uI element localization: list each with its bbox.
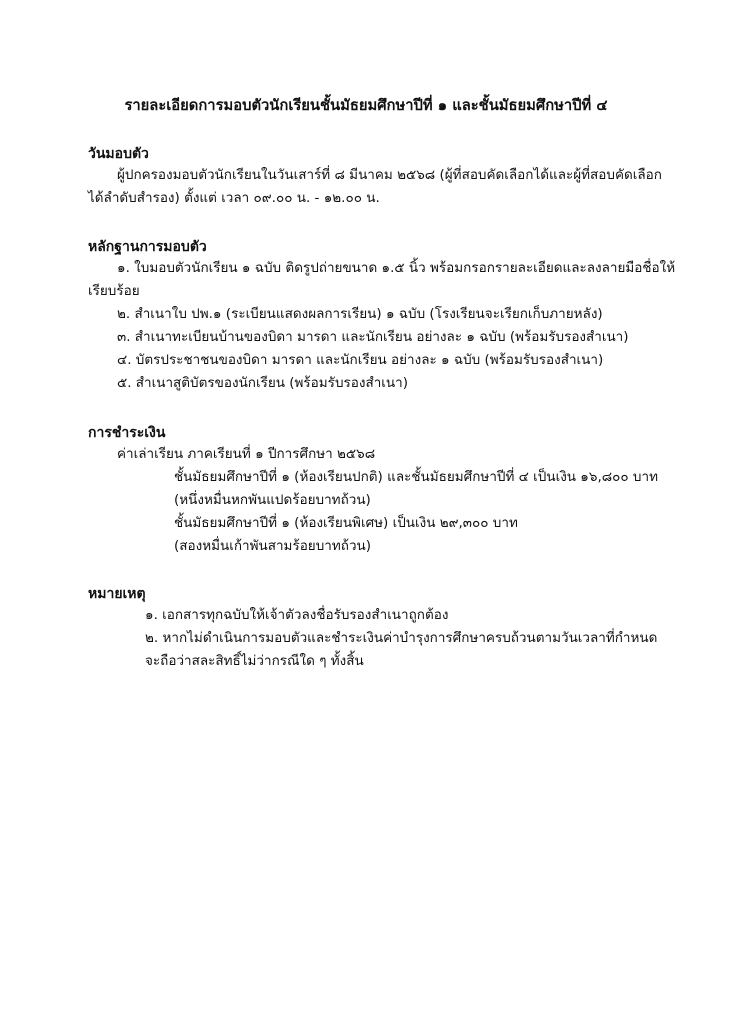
document-title: รายละเอียดการมอบตัวนักเรียนชั้นมัธยมศึกษาปีที่ ๑ และชั้นมัธยมศึกษาปีที่ ๔ (124, 97, 608, 114)
heading-enrollment-date: วันมอบตัว (88, 146, 149, 162)
payment-line-3: (หนึ่งหมื่นหกพันแปดร้อยบาทถ้วน) (174, 492, 371, 508)
heading-evidence: หลักฐานการมอบตัว (88, 239, 207, 255)
date-line-1: ผู้ปกครองมอบตัวนักเรียนในวันเสาร์ที่ ๘ มีนาคม ๒๕๖๘ (ผู้ที่สอบคัดเลือกได้และผู้ที่สอบคัดเลือก (117, 167, 662, 183)
heading-payment: การชำระเงิน (88, 425, 166, 441)
notes-line-2: ๒. หากไม่ดำเนินการมอบตัวและชำระเงินค่าบำรุงการศึกษาครบถ้วนตามวันเวลาที่กำหนด (145, 630, 658, 646)
date-line-2: ได้ลำดับสำรอง) ตั้งแต่ เวลา ๐๙.๐๐ น. - ๑๒.๐๐ น. (88, 190, 380, 206)
payment-line-5: (สองหมื่นเก้าพันสามร้อยบาทถ้วน) (174, 538, 372, 554)
evidence-line-1-cont: เรียบร้อย (88, 283, 140, 299)
notes-line-1: ๑. เอกสารทุกฉบับให้เจ้าตัวลงชื่อรับรองสำเนาถูกต้อง (145, 607, 449, 623)
evidence-line-3: ๓. สำเนาทะเบียนบ้านของบิดา มารดา และนักเรียน อย่างละ ๑ ฉบับ (พร้อมรับรองสำเนา) (117, 329, 629, 345)
payment-line-4: ชั้นมัธยมศึกษาปีที่ ๑ (ห้องเรียนพิเศษ) เป็นเงิน ๒๙,๓๐๐ บาท (174, 515, 518, 531)
evidence-line-4: ๔. บัตรประชาชนของบิดา มารดา และนักเรียน อย่างละ ๑ ฉบับ (พร้อมรับรองสำเนา) (117, 352, 604, 368)
notes-line-2-cont: จะถือว่าสละสิทธิ์ไม่ว่ากรณีใด ๆ ทั้งสิ้น (145, 653, 364, 669)
evidence-line-2: ๒. สำเนาใบ ปพ.๑ (ระเบียนแสดงผลการเรียน) ๑ ฉบับ (โรงเรียนจะเรียกเก็บภายหลัง) (117, 306, 603, 322)
evidence-line-1: ๑. ใบมอบตัวนักเรียน ๑ ฉบับ ติดรูปถ่ายขนาด ๑.๕ นิ้ว พร้อมกรอกรายละเอียดและลงลายมือชื่อให้ (117, 260, 676, 276)
evidence-line-5: ๕. สำเนาสูติบัตรของนักเรียน (พร้อมรับรองสำเนา) (117, 375, 408, 391)
payment-line-2: ชั้นมัธยมศึกษาปีที่ ๑ (ห้องเรียนปกติ) และชั้นมัธยมศึกษาปีที่ ๔ เป็นเงิน ๑๖,๘๐๐ บาท (174, 469, 658, 485)
heading-notes: หมายเหตุ (88, 586, 146, 602)
payment-line-1: ค่าเล่าเรียน ภาคเรียนที่ ๑ ปีการศึกษา ๒๕๖๘ (117, 446, 376, 462)
